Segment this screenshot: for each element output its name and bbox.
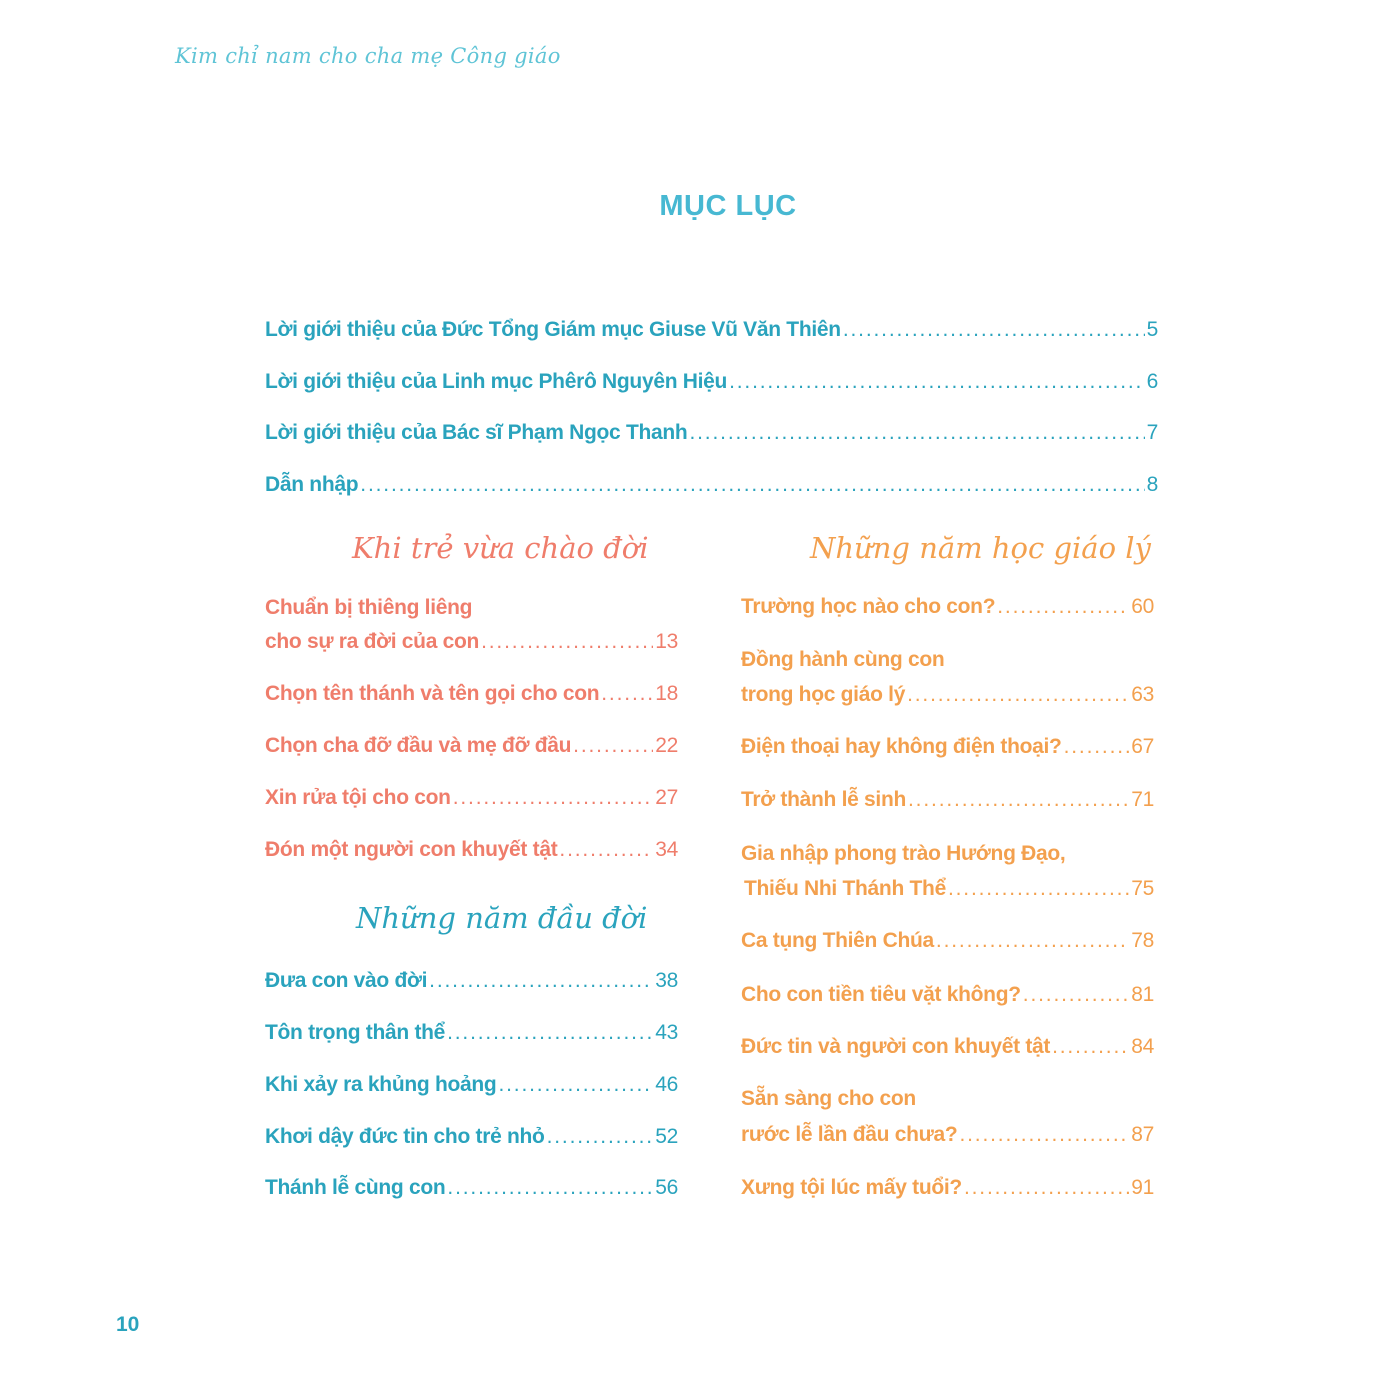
leader-dots (601, 682, 653, 706)
toc-entry-title: Ca tụng Thiên Chúa (741, 929, 934, 952)
toc-entry[interactable] (741, 1035, 1154, 1059)
toc-entry-title: cho sự ra đời của con (265, 630, 480, 653)
toc-entry-page: 56 (655, 1176, 678, 1199)
leader-dots (429, 969, 653, 993)
toc-entry-title: Cho con tiền tiêu vặt không? (741, 983, 1021, 1006)
toc-entry-page: 91 (1131, 1176, 1154, 1199)
toc-entry-page: 81 (1131, 983, 1154, 1006)
toc-entry[interactable] (265, 969, 678, 993)
toc-entry-page: 52 (655, 1125, 678, 1148)
toc-entry-title: Lời giới thiệu của Bác sĩ Phạm Ngọc Thanh (265, 421, 688, 444)
toc-entry[interactable] (741, 595, 1154, 619)
leader-dots (936, 929, 1129, 953)
toc-entry-title: Chọn cha đỡ đầu và mẹ đỡ đầu (265, 734, 572, 757)
toc-entry[interactable] (265, 421, 1158, 445)
leader-dots (481, 630, 653, 654)
running-head: Kim chỉ nam cho cha mẹ Công giáo (175, 44, 561, 68)
toc-entry-title: Tôn trọng thân thể (265, 1021, 446, 1044)
toc-entry-title: Xin rửa tội cho con (265, 786, 451, 809)
leader-dots (360, 473, 1144, 497)
leader-dots (959, 1123, 1129, 1147)
leader-dots (843, 318, 1145, 342)
toc-entry[interactable] (265, 734, 678, 758)
toc-entry[interactable] (265, 682, 678, 706)
toc-entry-title-line[interactable]: Đồng hành cùng con (741, 648, 945, 671)
toc-entry[interactable] (265, 630, 678, 654)
toc-entry-title-line[interactable]: Chuẩn bị thiêng liêng (265, 596, 473, 619)
leader-dots (948, 877, 1129, 901)
toc-entry-title: Thánh lễ cùng con (265, 1176, 446, 1199)
leader-dots (1023, 983, 1129, 1007)
toc-entry-page: 13 (655, 630, 678, 653)
toc-entry-title: Khơi dậy đức tin cho trẻ nhỏ (265, 1125, 545, 1148)
toc-entry[interactable] (741, 788, 1154, 812)
toc-entry-title: Đón một người con khuyết tật (265, 838, 558, 861)
toc-entry-title: Khi xảy ra khủng hoảng (265, 1073, 497, 1096)
toc-entry-title: Xưng tội lúc mấy tuổi? (741, 1176, 962, 1199)
section-heading: Khi trẻ vừa chào đời (352, 531, 649, 565)
toc-entry-title: Trở thành lễ sinh (741, 788, 907, 811)
toc-entry-title: Thiếu Nhi Thánh Thể (744, 877, 946, 900)
leader-dots (453, 786, 654, 810)
toc-entry[interactable] (741, 1176, 1154, 1200)
toc-entry[interactable] (741, 983, 1154, 1007)
toc-entry-page: 8 (1146, 473, 1158, 496)
toc-entry-title-line[interactable]: Gia nhập phong trào Hướng Đạo, (741, 842, 1066, 865)
toc-entry-page: 63 (1131, 683, 1154, 706)
toc-entry-title: Lời giới thiệu của Linh mục Phêrô Nguyên Hiệu (265, 370, 728, 393)
toc-entry-page: 46 (655, 1073, 678, 1096)
toc-entry[interactable] (265, 1125, 678, 1149)
toc-entry[interactable] (265, 1176, 678, 1200)
toc-entry[interactable] (741, 929, 1154, 953)
toc-entry-title-line[interactable]: Sẵn sàng cho con (741, 1087, 916, 1110)
toc-entry-page: 87 (1131, 1123, 1154, 1146)
toc-entry[interactable] (265, 786, 678, 810)
page-number: 10 (116, 1313, 140, 1336)
toc-entry[interactable] (265, 838, 678, 862)
toc-entry-title: Dẫn nhập (265, 473, 359, 496)
leader-dots (964, 1176, 1129, 1200)
leader-dots (573, 734, 653, 758)
toc-entry-page: 38 (655, 969, 678, 992)
toc-title: MỤC LỤC (659, 190, 797, 222)
toc-entry-page: 7 (1146, 421, 1158, 444)
toc-entry-page: 18 (655, 682, 678, 705)
toc-entry[interactable] (265, 370, 1158, 394)
toc-entry-page: 22 (655, 734, 678, 757)
toc-entry[interactable] (265, 318, 1158, 342)
toc-entry-title: Đức tin và người con khuyết tật (741, 1035, 1051, 1058)
toc-entry-title: Đưa con vào đời (265, 969, 428, 992)
toc-entry-title: Trường học nào cho con? (741, 595, 996, 618)
toc-entry[interactable] (744, 877, 1154, 901)
leader-dots (908, 788, 1129, 812)
section-heading: Những năm học giáo lý (810, 531, 1151, 565)
toc-entry-page: 71 (1131, 788, 1154, 811)
leader-dots (907, 683, 1129, 707)
toc-entry-title: rước lễ lần đầu chưa? (741, 1123, 958, 1146)
leader-dots (1064, 735, 1130, 759)
leader-dots (447, 1021, 653, 1045)
toc-entry-title: trong học giáo lý (741, 683, 906, 706)
leader-dots (729, 370, 1145, 394)
toc-entry-page: 34 (655, 838, 678, 861)
leader-dots (447, 1176, 653, 1200)
leader-dots (1052, 1035, 1129, 1059)
toc-entry-title: Chọn tên thánh và tên gọi cho con (265, 682, 600, 705)
toc-entry-title: Lời giới thiệu của Đức Tổng Giám mục Giuse Vũ Văn Thiên (265, 318, 841, 341)
toc-entry-page: 78 (1131, 929, 1154, 952)
toc-entry[interactable] (265, 1073, 678, 1097)
toc-entry[interactable] (741, 683, 1154, 707)
leader-dots (997, 595, 1129, 619)
toc-entry[interactable] (741, 735, 1154, 759)
toc-entry-page: 67 (1131, 735, 1154, 758)
toc-entry-page: 60 (1131, 595, 1154, 618)
leader-dots (559, 838, 653, 862)
toc-entry-page: 5 (1146, 318, 1158, 341)
toc-entry-title: Điện thoại hay không điện thoại? (741, 735, 1062, 758)
leader-dots (547, 1125, 654, 1149)
toc-entry[interactable] (741, 1123, 1154, 1147)
toc-entry-page: 6 (1146, 370, 1158, 393)
toc-entry-page: 75 (1131, 877, 1154, 900)
toc-entry[interactable] (265, 473, 1158, 497)
leader-dots (689, 421, 1144, 445)
toc-entry-page: 27 (655, 786, 678, 809)
toc-entry-page: 84 (1131, 1035, 1154, 1058)
section-heading: Những năm đầu đời (356, 901, 648, 935)
toc-entry-page: 43 (655, 1021, 678, 1044)
leader-dots (498, 1073, 653, 1097)
toc-entry[interactable] (265, 1021, 678, 1045)
